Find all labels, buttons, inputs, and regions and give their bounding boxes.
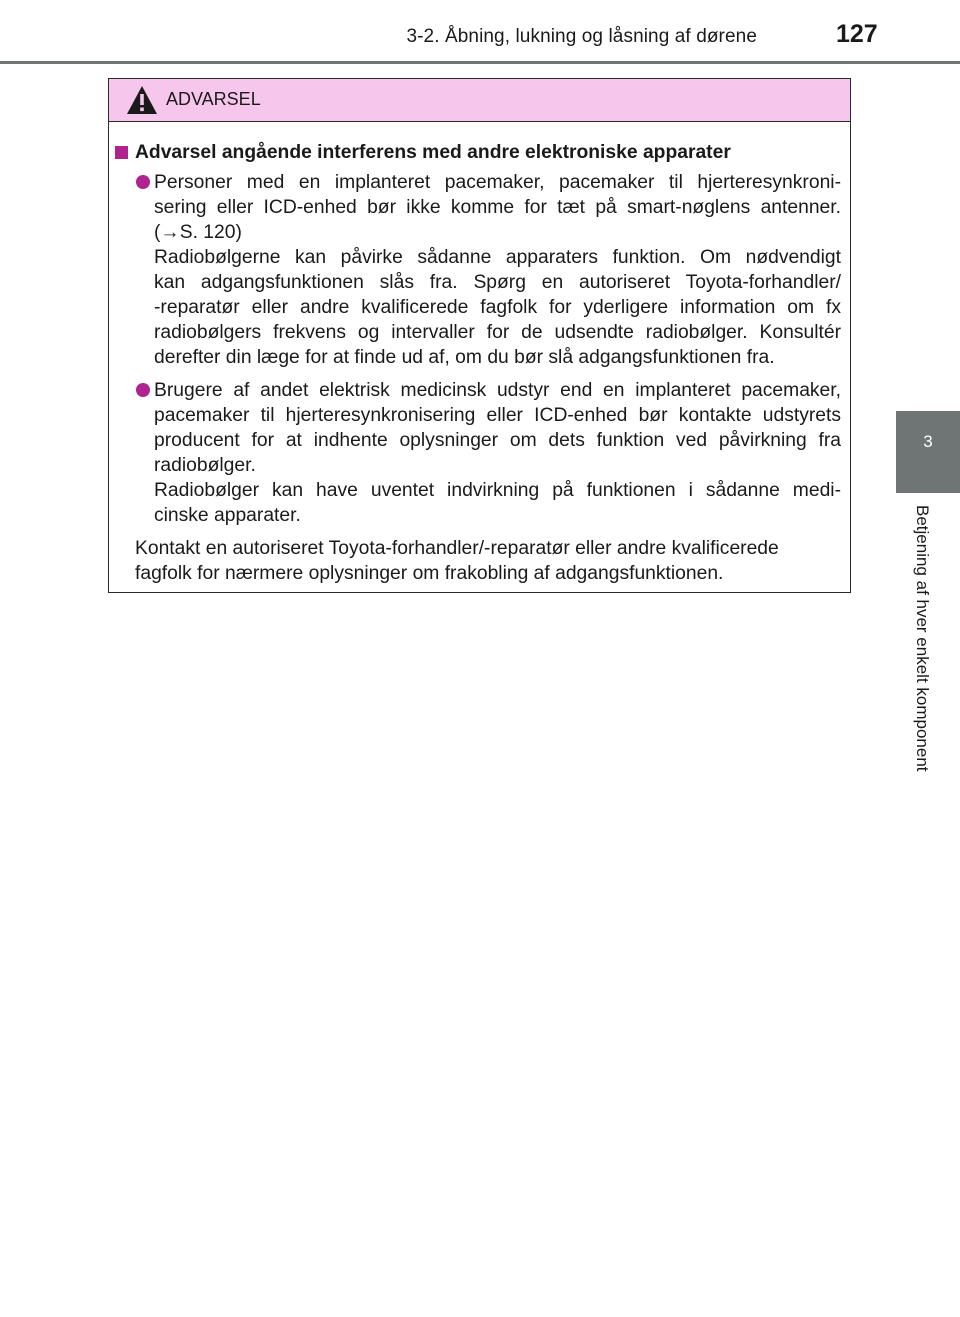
warning-body (109, 122, 850, 586)
warning-box (108, 78, 851, 593)
page-number: 127 (836, 20, 878, 48)
text-line: radiobølgers frekvens og intervaller for de udsendte radiobølger. Konsultér (154, 322, 841, 343)
header-rule (0, 61, 960, 64)
warning-label: ADVARSEL (166, 89, 261, 109)
text-line: kan adgangsfunktionen slås fra. Spørg en autoriseret Toyota-forhandler/ (154, 272, 841, 293)
section-heading-text: Advarsel angående interferens med andre elektroniske apparater (135, 142, 731, 163)
text-line: Radiobølger kan have uventet indvirkning på funktionen i sådanne medi- (154, 480, 841, 501)
section-heading (115, 140, 841, 165)
text-line: -reparatør eller andre kvalificerede fagfolk for yderligere information om fx (154, 297, 841, 318)
bullet-item-medical-equipment (115, 378, 841, 528)
text-line: producent for at indhente oplysninger om dets funktion ved påvirkning fra (154, 430, 841, 451)
text-line: sering eller ICD-enhed bør ikke komme for tæt på smart-nøglens antenner. (154, 197, 841, 218)
page-reference: (→S. 120) (154, 222, 242, 243)
text-line: Radiobølgerne kan påvirke sådanne apparaters funktion. Om nødvendigt (154, 247, 841, 268)
chapter-number: 3 (923, 432, 933, 451)
warning-triangle-icon (126, 85, 158, 115)
bullet-item-pacemaker (115, 170, 841, 370)
text-line: pacemaker til hjerteresynkronisering eller ICD-enhed bør kontakte udstyrets (154, 405, 841, 426)
text-line: Personer med en implanteret pacemaker, pacemaker til hjerteresynkroni- (154, 172, 841, 193)
warning-header (109, 79, 850, 122)
text-line: derefter din læge for at finde ud af, om du bør slå adgangsfunktionen fra. (154, 347, 775, 368)
section-title: 3-2. Åbning, lukning og låsning af dørene (406, 26, 757, 47)
text-line: Kontakt en autoriseret Toyota-forhandler/-reparatør eller andre kvalificerede (135, 538, 779, 559)
round-bullet-icon (136, 383, 150, 397)
text-line: Brugere af andet elektrisk medicinsk udstyr end en implanteret pacemaker, (154, 380, 841, 401)
round-bullet-icon (136, 175, 150, 189)
closing-paragraph (115, 536, 841, 586)
square-bullet-icon (115, 146, 128, 159)
text-line: cinske apparater. (154, 505, 301, 526)
chapter-tab (896, 411, 960, 493)
text-line: radiobølger. (154, 455, 256, 476)
chapter-title: Betjening af hver enkelt komponent (913, 505, 932, 772)
text-line: fagfolk for nærmere oplysninger om frakobling af adgangsfunktionen. (135, 563, 724, 584)
